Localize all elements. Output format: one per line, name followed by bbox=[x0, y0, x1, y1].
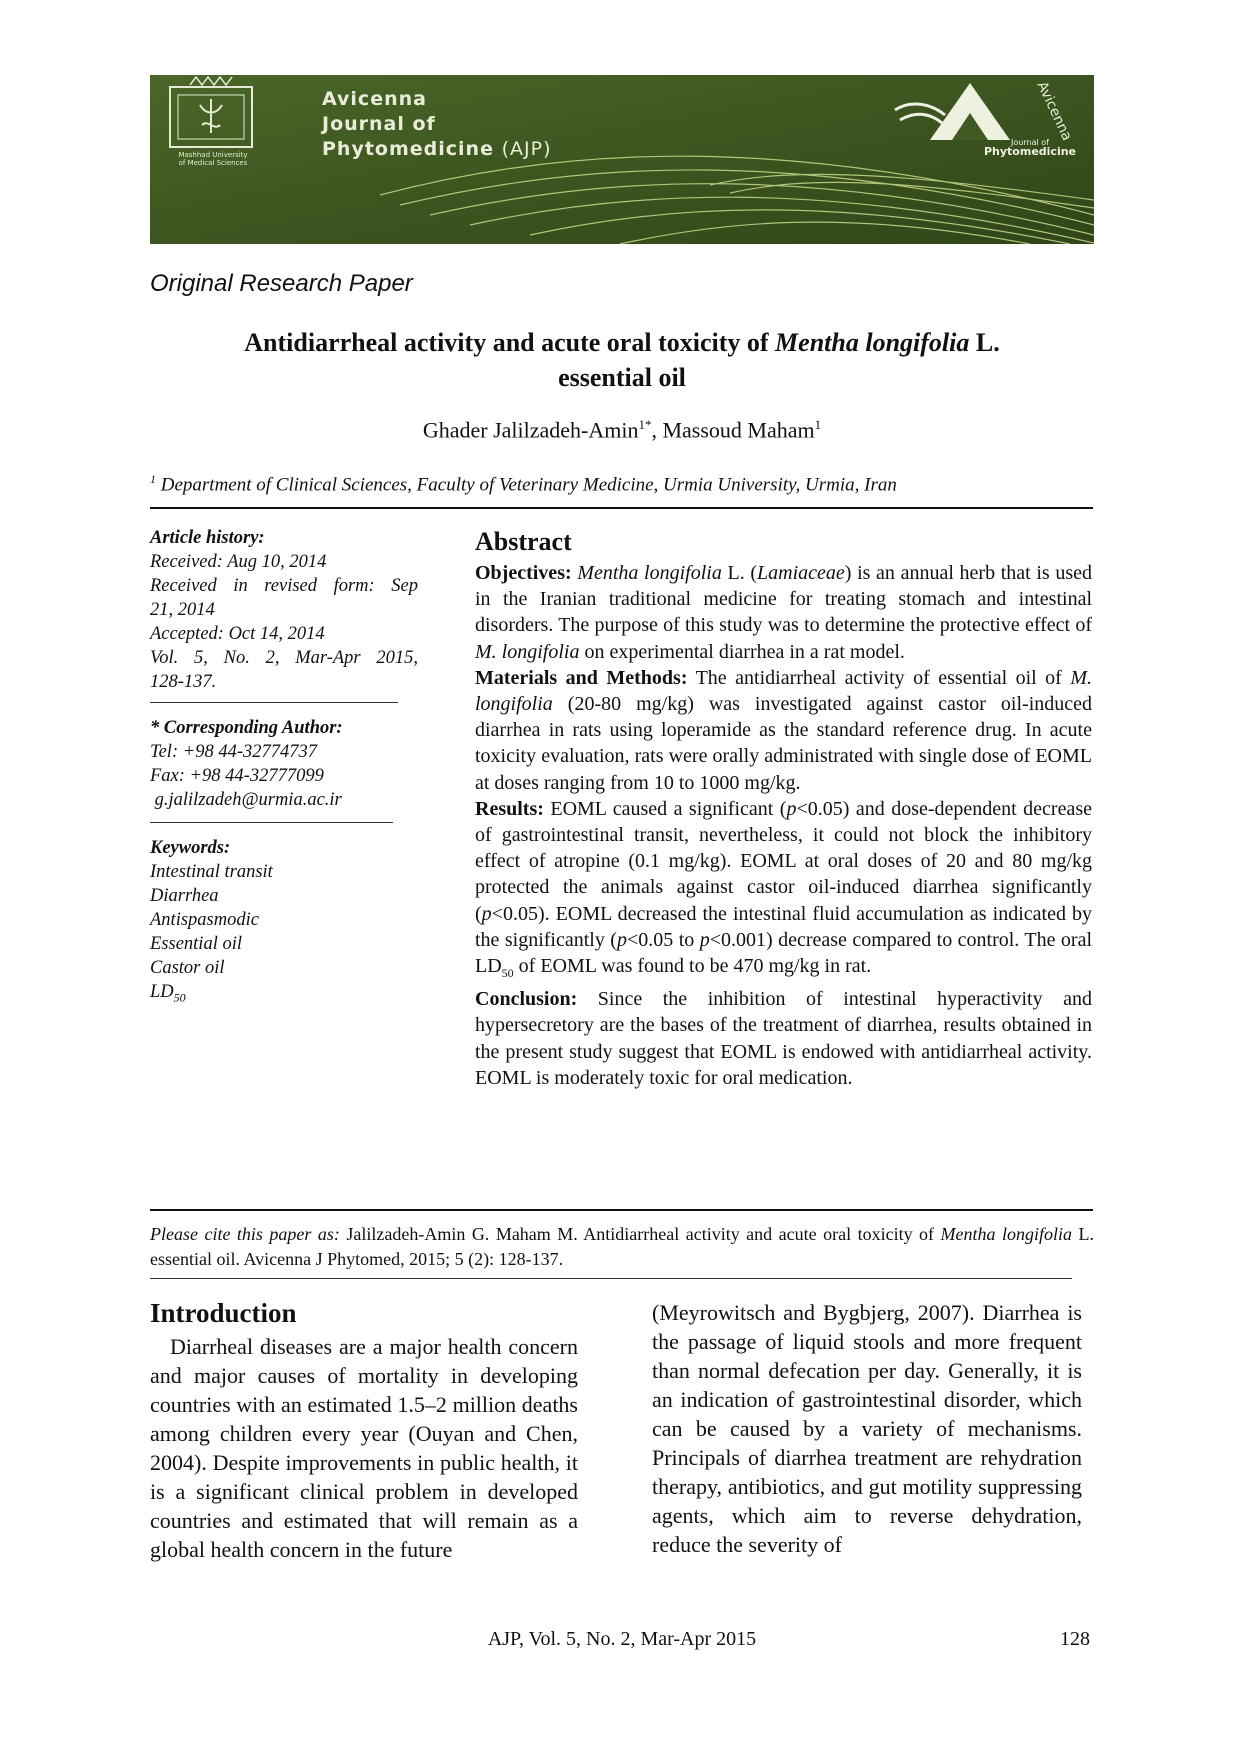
citation-divider bbox=[150, 1278, 1072, 1279]
author-1: Ghader Jalilzadeh-Amin bbox=[422, 417, 639, 443]
keyword: Diarrhea bbox=[150, 886, 219, 906]
sidebar-divider-1 bbox=[150, 702, 398, 703]
journal-banner bbox=[150, 75, 1094, 244]
keywords: Keywords: Intestinal transit Diarrhea Antispasmodic Essential oil Castor oil $LD_{50}$ bbox=[150, 836, 418, 1010]
article-history: Article history: Received: Aug 10, 2014 Received in revised form: Sep 21, 2014 Accepted: Oct 14, 2014 Vol. 5, No. 2, Mar-Apr 2015, 128-137. bbox=[150, 528, 418, 692]
brand-small-line2: Phytomedicine bbox=[983, 145, 1077, 158]
intro-paragraph-2: (Meyrowitsch and Bygbjerg, 2007). Diarrhea is the passage of liquid stools and more frequent than normal defecation per day. Generally, it is an indication of gastrointestinal disorder, which can be caused by a variety of mechanisms. Principals of diarrhea treatment are rehydration therapy, antibiotics, and gut motility suppressing agents, which aim to reverse dehydration, reduce the severity of bbox=[652, 1300, 1082, 1557]
abstract-objectives: Objectives: Mentha longifolia L. (Lamiaceae) is an annual herb that is used in the Iranian traditional medicine for treating stomach and intestinal disorders. The purpose of this study was to determine the protective effect of M. longifolia on experimental diarrhea in a rat model. bbox=[475, 562, 1092, 663]
paper-title: Antidiarrheal activity and acute oral toxicity of Mentha longifolia L. essential oil bbox=[244, 328, 1000, 392]
keyword: Castor oil bbox=[150, 958, 225, 978]
banner-journal-abbr: (AJP) bbox=[501, 138, 552, 160]
brand-small-line1: Journal of bbox=[1011, 138, 1049, 147]
sidebar-divider-2 bbox=[150, 822, 393, 823]
intro-heading: Introduction bbox=[150, 1298, 297, 1328]
abstract-results: Results: EOML caused a significant (p<0.05) and dose-dependent decrease of gastrointestinal transit, nevertheless, it could not block the inhibitory effect of atropine (0.1 mg/kg). EOML at oral doses of 20 and 80 mg/kg protected the animals against castor oil-induced diarrhea significantly (p<0.05). EOML decreased the intestinal fluid accumulation as indicated by the significantly (p<0.05 to p<0.001) decrease compared to control. The oral $LD_{50}$ of EOML was found to be 470 mg/kg in rat. bbox=[475, 797, 1093, 981]
intro-paragraph-1: Diarrheal diseases are a major health concern and major causes of mortality in developing countries with an estimated 1.5–2 million deaths among children every year (Ouyan and Chen, 2004). Despite improvements in public health, it is a significant clinical problem in developed countries and estimated that will remain as a global health concern in the future bbox=[150, 1334, 578, 1562]
author-list: Ghader Jalilzadeh-Amin$^{1*}$, Massoud Maham$^1$ bbox=[422, 417, 822, 443]
page-number: 128 bbox=[1060, 1628, 1090, 1650]
brand-small bbox=[950, 138, 1094, 156]
abstract bbox=[475, 526, 1092, 1091]
university-name-line1: Mashhad University bbox=[178, 151, 248, 159]
banner-journal-line2: Journal of bbox=[322, 113, 436, 135]
divider-top bbox=[150, 507, 1093, 509]
paper-type: Original Research Paper bbox=[150, 270, 413, 297]
brand-script: Avicenna bbox=[1033, 79, 1075, 144]
intro-column-right bbox=[652, 1298, 1082, 1559]
keyword: $LD_{50}$ bbox=[150, 982, 186, 1005]
footer-journal: AJP, Vol. 5, No. 2, Mar-Apr 2015 bbox=[487, 1628, 757, 1650]
banner-journal-line3: Phytomedicine (AJP) bbox=[322, 138, 552, 160]
university-name-line2: of Medical Sciences bbox=[178, 159, 248, 167]
abstract-conclusion: Conclusion: Since the inhibition of intestinal hyperactivity and hypersecretory are the bases of the treatment of diarrhea, results obtained in the present study suggest that EOML is endowed with antidiarrheal activity. EOML is moderately toxic for oral medication. bbox=[475, 988, 1092, 1089]
abstract-heading: Abstract bbox=[475, 527, 572, 556]
affiliation: $^1$ Department of Clinical Sciences, Faculty of Veterinary Medicine, Urmia University, Urmia, Iran bbox=[150, 472, 897, 496]
abstract-methods: Materials and Methods: The antidiarrheal activity of essential oil of M. longifolia (20-80 mg/kg) was investigated against castor oil-induced diarrhea in rats using loperamide as the standard reference drug. In acute toxicity evaluation, rats were orally administrated with single dose of EOML at doses ranging from 10 to 1000 mg/kg. bbox=[475, 666, 1092, 794]
keyword: Antispasmodic bbox=[150, 910, 259, 930]
banner-journal-line1: Avicenna bbox=[322, 88, 427, 110]
keyword: Essential oil bbox=[150, 934, 242, 954]
corresponding-author: * Corresponding Author: Tel: +98 44-32774737 Fax: +98 44-32777099 g.jalilzadeh@urmia.ac.ir bbox=[150, 716, 418, 812]
author-2: Massoud Maham bbox=[662, 417, 815, 443]
banner-graphic bbox=[150, 75, 1094, 244]
university-name bbox=[168, 151, 258, 167]
keyword: Intestinal transit bbox=[150, 862, 273, 882]
citation: Please cite this paper as: Jalilzadeh-Amin G. Maham M. Antidiarrheal activity and acute oral toxicity of Mentha longifolia L. essential oil. Avicenna J Phytomed, 2015; 5 (2): 128-137. bbox=[150, 1224, 1095, 1269]
divider-bottom bbox=[150, 1209, 1093, 1211]
author-email: g.jalilzadeh@urmia.ac.ir bbox=[150, 790, 342, 810]
intro-column-left bbox=[150, 1296, 578, 1564]
